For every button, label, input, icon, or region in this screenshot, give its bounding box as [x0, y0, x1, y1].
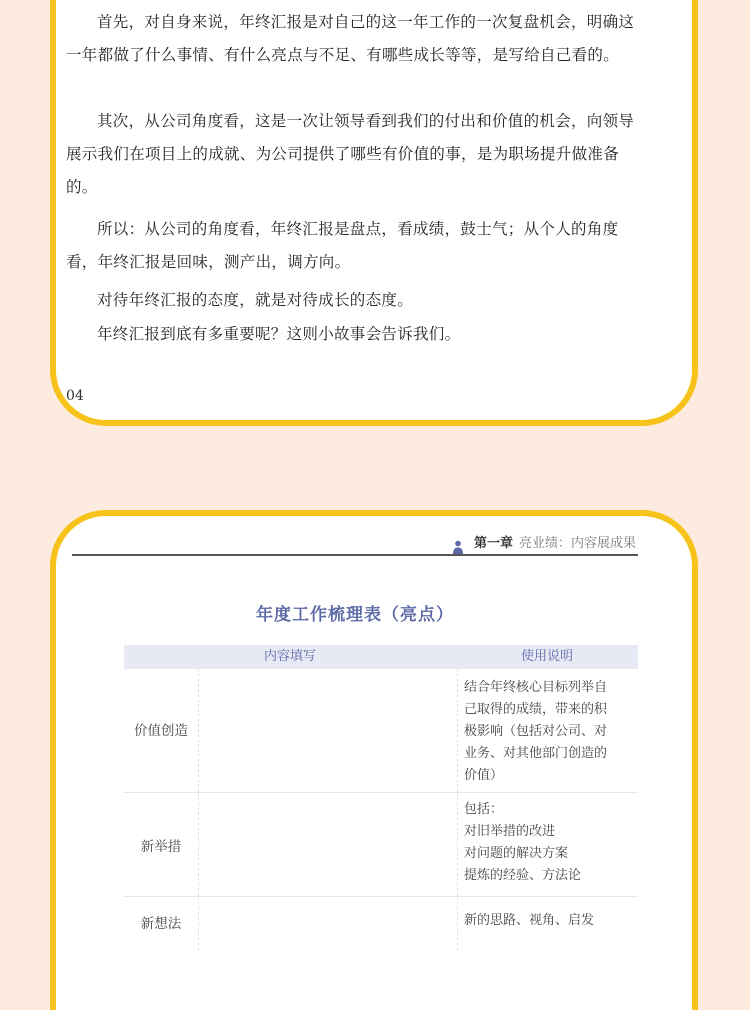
note-line: 业务、对其他部门创造的: [464, 746, 608, 761]
note-line: 对旧举措的改进: [464, 824, 556, 839]
fill-in-cell[interactable]: [198, 896, 458, 951]
note-line: 结合年终核心目标列举自: [464, 680, 608, 695]
chapter-number: 第一章: [473, 536, 513, 551]
paragraph-1: 首先，对自身来说，年终汇报是对自己的这一年工作的一次复盘机会，明确这一年都做了什么事情、有什么亮点与不足、有哪些成长等等，是写给自己看的。: [66, 13, 635, 64]
row-label: 新举措: [140, 839, 182, 855]
note-line: 价值）: [464, 768, 504, 783]
row-label: 新想法: [140, 916, 182, 932]
note-line: 包括：: [464, 802, 504, 817]
row-note: [464, 799, 634, 887]
table-row: [124, 792, 638, 897]
page-number: 04: [66, 388, 84, 404]
fill-in-cell[interactable]: [198, 792, 458, 896]
table-title: 年度工作梳理表（亮点）: [256, 605, 454, 625]
column-header-content: 内容填写: [263, 649, 316, 664]
note-line: 极影响（包括对公司、对: [464, 724, 608, 739]
paragraph-3: 所以：从公司的角度看，年终汇报是盘点，看成绩，鼓士气；从个人的角度看，年终汇报是回味，测产出，调方向。: [66, 220, 619, 271]
paragraph-5: 年终汇报到底有多重要呢？这则小故事会告诉我们。: [97, 325, 461, 343]
note-line: 己取得的成绩，带来的积: [464, 702, 608, 717]
note-line: 提炼的经验、方法论: [464, 868, 582, 883]
table-row: [124, 669, 638, 793]
row-note: [464, 910, 634, 932]
note-line: 新的思路、视角、启发: [464, 913, 595, 928]
fill-in-cell[interactable]: [198, 669, 458, 792]
column-header-instructions: 使用说明: [520, 649, 573, 664]
chapter-title: 亮业绩：内容展成果: [518, 536, 636, 551]
paragraph-4: 对待年终汇报的态度，就是对待成长的态度。: [97, 291, 414, 309]
row-label: 价值创造: [134, 723, 188, 739]
person-icon: [452, 540, 464, 554]
table-row: [124, 896, 638, 951]
note-line: 对问题的解决方案: [464, 846, 569, 861]
chapter-header: [72, 530, 638, 556]
paragraph-2: 其次，从公司角度看，这是一次让领导看到我们的付出和价值的机会，向领导展示我们在项目上的成就、为公司提供了哪些有价值的事，是为职场提升做准备的。: [66, 112, 635, 196]
table-header: [124, 645, 638, 669]
row-note: [464, 677, 634, 787]
